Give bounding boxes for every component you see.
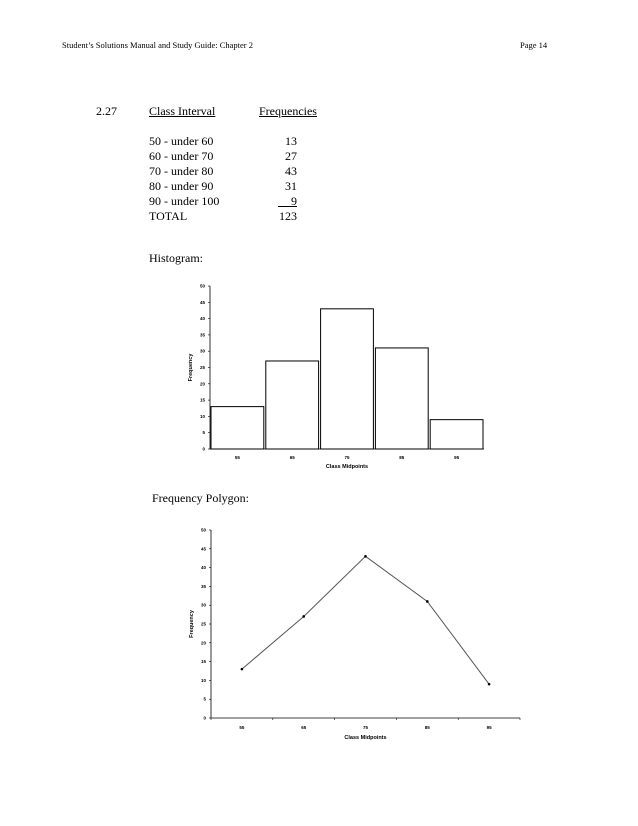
interval-cell: 50 - under 60: [149, 134, 214, 148]
y-tick-label: 5: [202, 430, 205, 436]
histogram-bar: [266, 361, 319, 449]
frequencies-header: Frequencies: [259, 104, 317, 118]
frequency-cell: 27: [285, 149, 297, 163]
y-tick-label: 20: [199, 381, 205, 387]
histogram-label: Histogram:: [149, 251, 203, 265]
polygon-point: [241, 668, 244, 671]
y-tick-label: 35: [200, 583, 206, 589]
interval-list: [149, 134, 219, 224]
y-tick-label: 20: [200, 640, 206, 646]
y-tick-label: 30: [200, 602, 206, 608]
total-value: 123: [279, 209, 297, 223]
y-axis-title: Frequency: [188, 353, 194, 382]
x-tick-label: 65: [301, 725, 307, 730]
x-tick-label: 75: [362, 725, 369, 730]
polygon-line: [242, 556, 489, 684]
polygon-point: [426, 600, 429, 603]
y-tick-label: 25: [199, 365, 205, 370]
problem-number: 2.27: [96, 104, 117, 118]
interval-cell: 60 - under 70: [149, 149, 214, 163]
y-tick-label: 0: [203, 715, 206, 721]
interval-cell: 70 - under 80: [149, 164, 214, 178]
total-label: TOTAL: [149, 209, 188, 223]
y-tick-label: 40: [199, 316, 205, 322]
y-tick-label: 50: [200, 527, 206, 533]
total-rule: [278, 206, 297, 207]
histogram-bar: [321, 309, 374, 449]
y-tick-label: 10: [199, 413, 205, 419]
y-tick-label: 15: [199, 397, 205, 403]
x-tick-label: 75: [344, 455, 350, 460]
frequency-polygon-chart: [180, 522, 525, 747]
page-number: Page 14: [520, 40, 548, 50]
x-tick-label: 85: [424, 725, 430, 730]
polygon-point: [364, 555, 367, 558]
y-tick-label: 50: [199, 283, 205, 289]
x-tick-label: 55: [239, 725, 245, 730]
y-tick-label: 30: [199, 348, 205, 354]
frequency-list: [257, 134, 297, 224]
x-axis-title: Class Midpoints: [344, 735, 387, 741]
frequency-cell: 9: [291, 194, 297, 208]
x-tick-label: 95: [454, 455, 460, 460]
y-tick-label: 40: [200, 565, 206, 571]
frequency-cell: 13: [285, 134, 297, 148]
frequency-cell: 31: [285, 179, 297, 193]
y-tick-label: 15: [200, 659, 206, 665]
interval-cell: 80 - under 90: [149, 179, 214, 193]
x-tick-label: 95: [486, 725, 492, 730]
y-tick-label: 0: [202, 446, 205, 452]
frequency-cell: 43: [285, 164, 297, 178]
polygon-label: Frequency Polygon:: [152, 491, 249, 505]
y-axis-title: Frequency: [189, 610, 195, 638]
histogram-bar: [430, 420, 483, 449]
x-tick-label: 85: [399, 455, 405, 460]
x-tick-label: 65: [289, 455, 295, 460]
page-header-title: Student’s Solutions Manual and Study Guide: Chapter 2: [62, 40, 254, 50]
y-tick-label: 25: [200, 621, 206, 627]
y-tick-label: 45: [200, 546, 206, 552]
polygon-point: [488, 683, 491, 686]
histogram-bar: [211, 407, 264, 449]
y-tick-label: 35: [199, 332, 205, 338]
y-tick-label: 10: [200, 677, 206, 683]
x-axis-title: Class Midpoints: [325, 464, 369, 470]
polygon-point: [302, 615, 305, 618]
y-tick-label: 5: [203, 696, 206, 702]
x-tick-label: 55: [234, 455, 240, 460]
histogram-bar: [375, 348, 428, 449]
y-tick-label: 45: [199, 299, 205, 305]
histogram-chart: [180, 278, 500, 478]
interval-cell: 90 - under 100: [149, 194, 220, 208]
class-interval-header: Class Interval: [149, 104, 216, 118]
